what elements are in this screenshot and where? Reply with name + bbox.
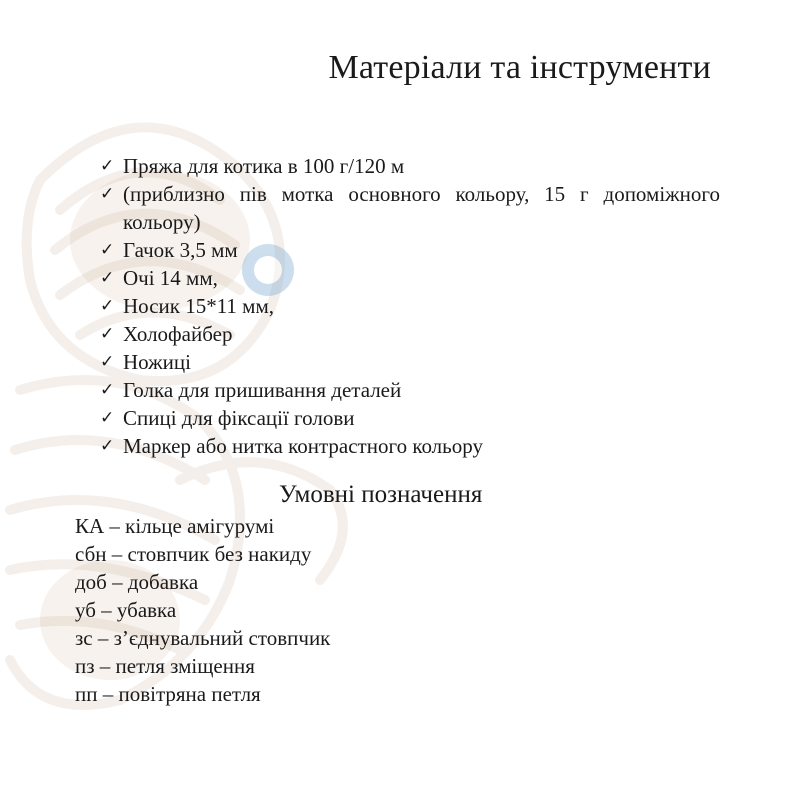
- material-text: Холофайбер: [123, 322, 233, 346]
- list-item: [100, 320, 720, 348]
- list-item: [100, 376, 720, 404]
- check-icon: ✓: [100, 324, 115, 344]
- material-text: Маркер або нитка контрастного кольору: [123, 434, 483, 458]
- check-icon: ✓: [100, 296, 115, 316]
- check-icon: ✓: [100, 380, 115, 400]
- materials-list: [100, 152, 720, 460]
- legend-list: [75, 512, 330, 708]
- material-text: Ножиці: [123, 350, 191, 374]
- legend-item: уб – убавка: [75, 598, 177, 622]
- material-text: Пряжа для котика в 100 г/120 м: [123, 154, 405, 178]
- legend-item: пп – повітряна петля: [75, 682, 261, 706]
- legend-item: КА – кільце амігурумі: [75, 514, 275, 538]
- check-icon: ✓: [100, 184, 115, 204]
- legend-item: сбн – стовпчик без накиду: [75, 542, 312, 566]
- check-icon: ✓: [100, 352, 115, 372]
- list-item: [100, 292, 720, 320]
- list-item: [100, 236, 720, 264]
- check-icon: ✓: [100, 240, 115, 260]
- material-text: Гачок 3,5 мм: [123, 238, 238, 262]
- check-icon: ✓: [100, 156, 115, 176]
- list-item: [100, 404, 720, 432]
- material-text: Голка для пришивання деталей: [123, 378, 402, 402]
- legend-item: доб – добавка: [75, 570, 199, 594]
- material-text: Спиці для фіксації голови: [123, 406, 355, 430]
- check-icon: ✓: [100, 408, 115, 428]
- page-title: Матеріали та інструменти: [328, 49, 711, 86]
- legend-item: зс – з’єднувальний стовпчик: [75, 626, 331, 650]
- legend-item: пз – петля зміщення: [75, 654, 255, 678]
- legend-title: Умовні позначення: [279, 481, 483, 508]
- material-text: (приблизно пів мотка основного кольору, 15 г допоміжного кольору): [123, 182, 720, 234]
- list-item: [100, 264, 720, 292]
- check-icon: ✓: [100, 268, 115, 288]
- material-text: Очі 14 мм,: [123, 266, 218, 290]
- check-icon: ✓: [100, 436, 115, 456]
- material-text: Носик 15*11 мм,: [123, 294, 274, 318]
- list-item: [100, 348, 720, 376]
- list-item: [100, 432, 720, 460]
- list-item: [100, 152, 720, 180]
- list-item: [100, 180, 720, 236]
